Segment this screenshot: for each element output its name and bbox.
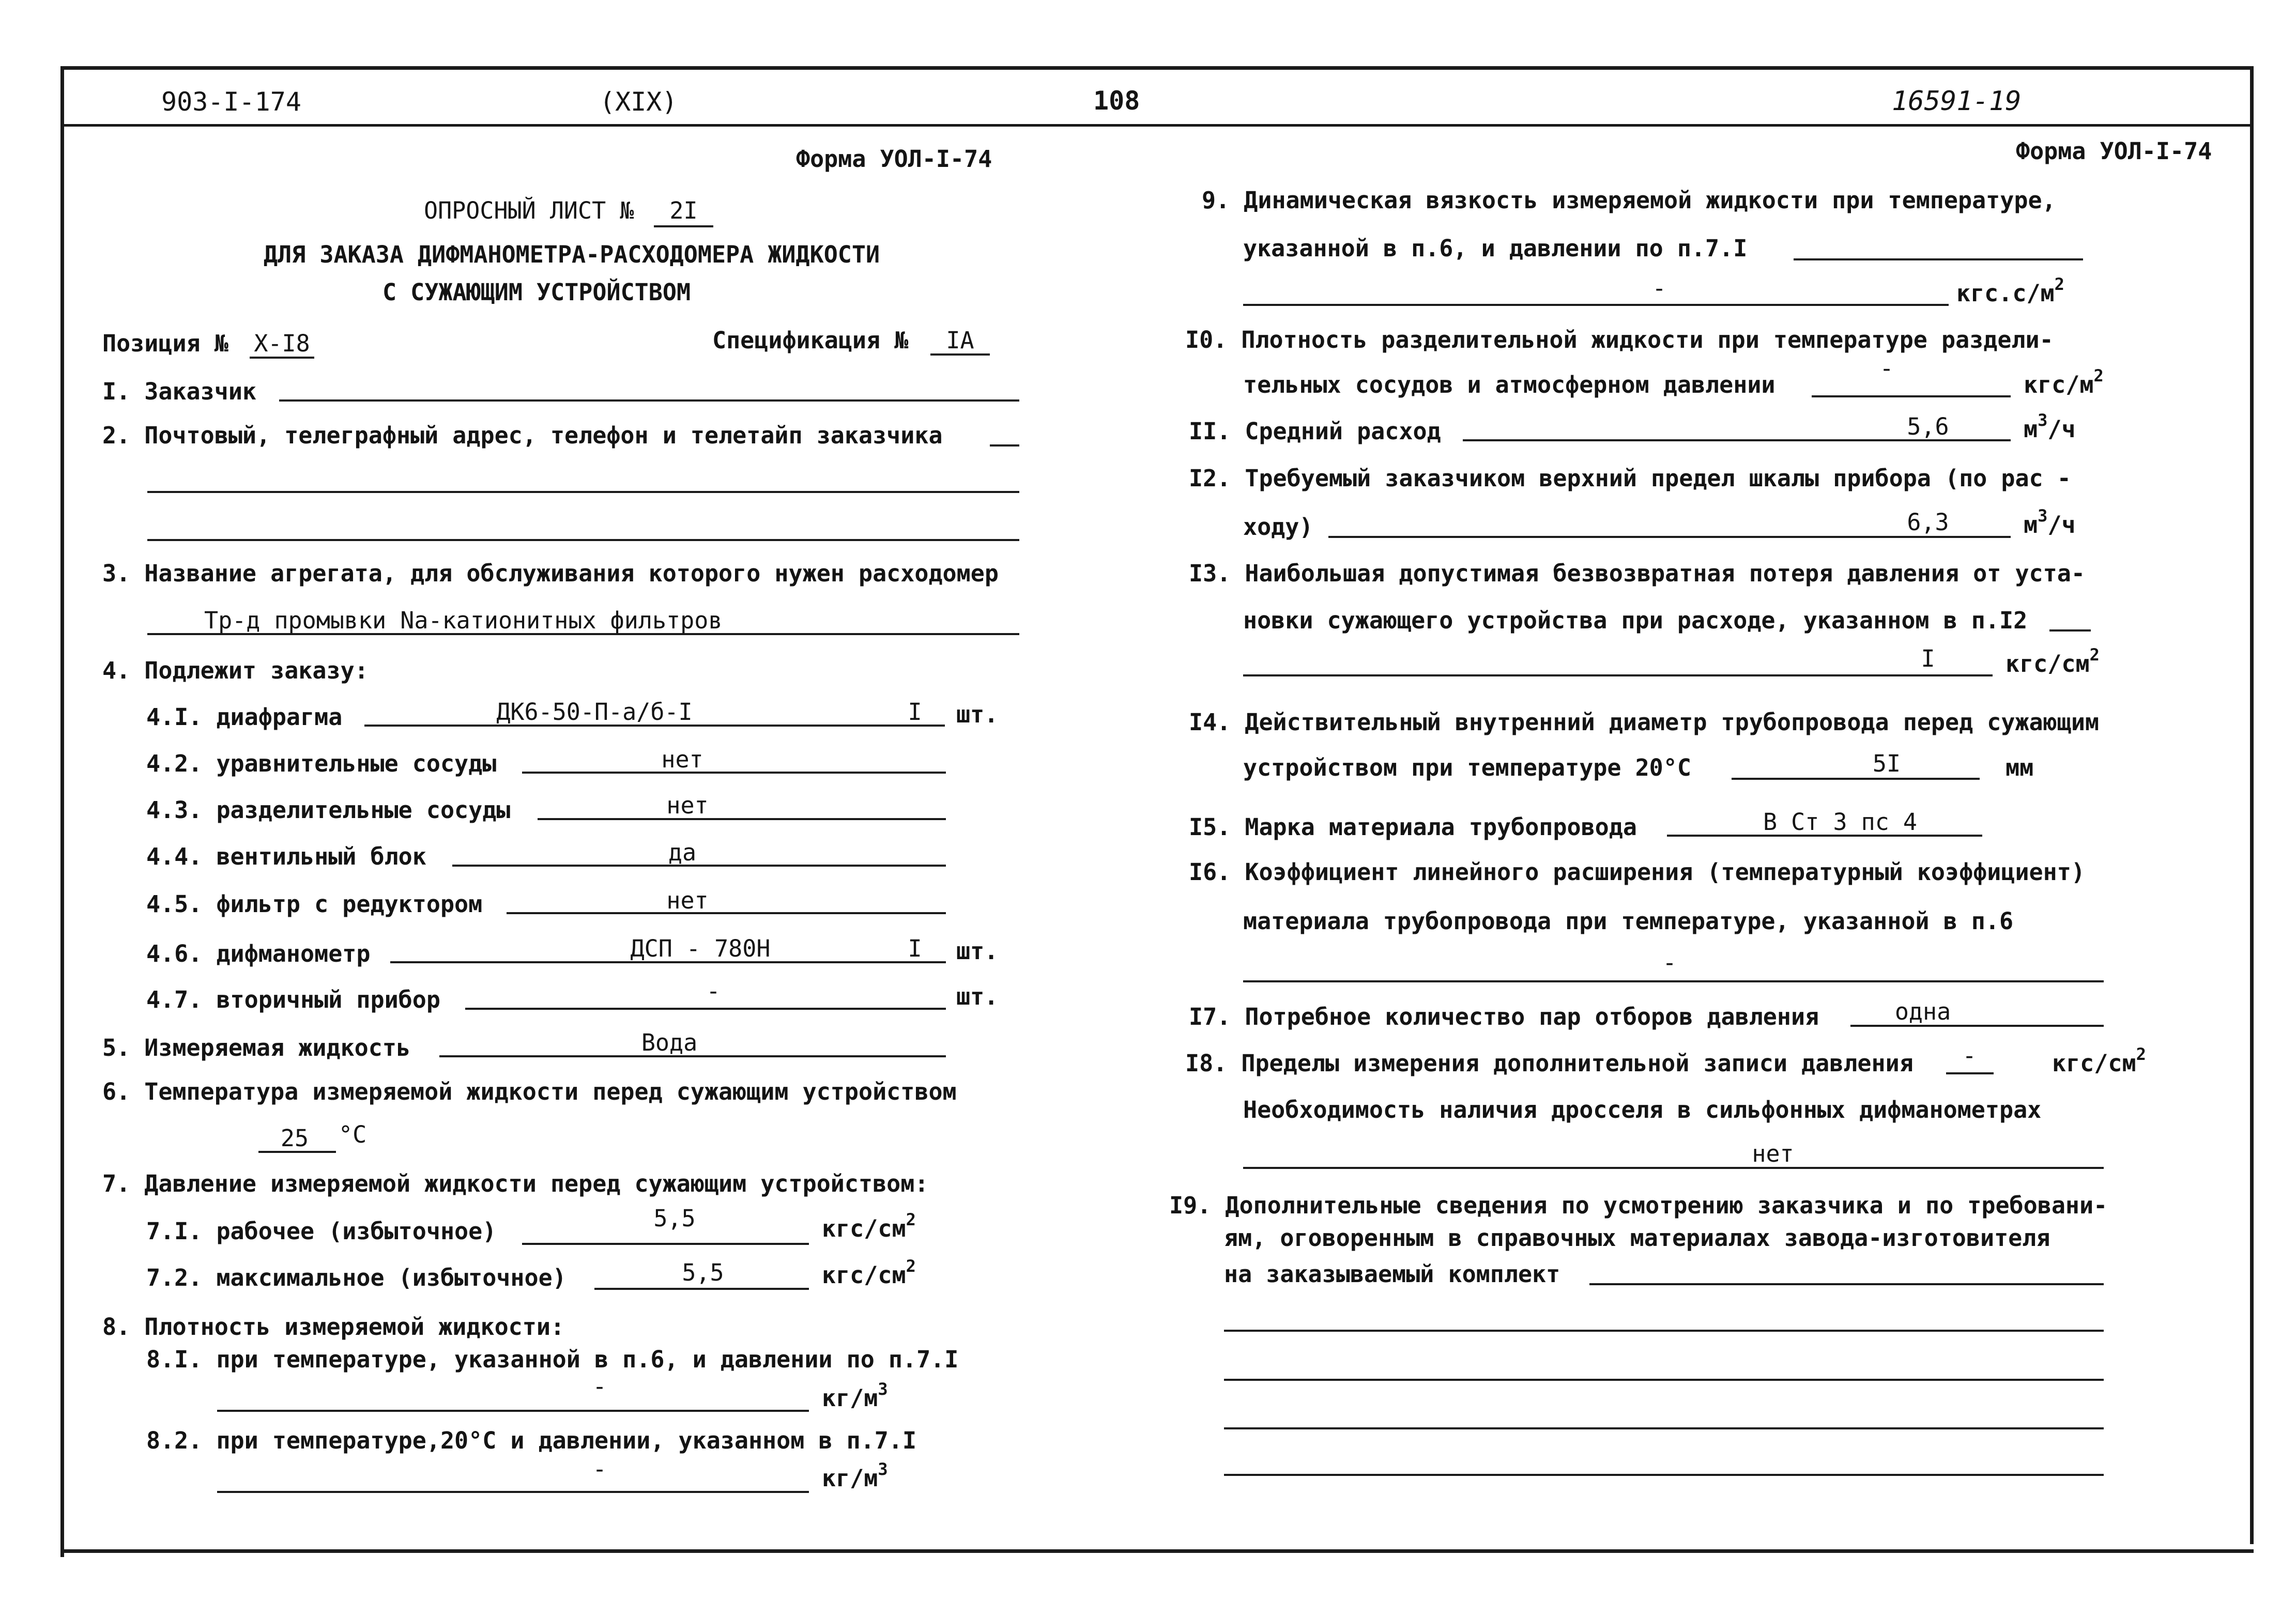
item-17-field: [1850, 1025, 2104, 1027]
item-12-unit-m: м: [2024, 511, 2038, 538]
item-19-field-4: [1224, 1427, 2104, 1429]
item-9-field-a: [1794, 258, 2083, 260]
item-5-value: Вода: [641, 1029, 698, 1056]
item-19-line-2: ям, оговоренным в справочных материалах завода-изготовителя: [1224, 1224, 2050, 1252]
item-8-2-unit-text: кг/м: [822, 1465, 878, 1492]
item-8-2-label: 8.2. при температуре,20°С и давлении, указанном в п.7.I: [146, 1427, 917, 1454]
item-4-3-label: 4.3. разделительные сосуды: [146, 796, 511, 824]
item-13-field-b: [1243, 674, 1993, 676]
item-11-unit-h: /ч: [2047, 415, 2076, 443]
item-4-3-value: нет: [666, 792, 709, 819]
item-4-6-field: [390, 961, 946, 963]
spec-value: IA: [946, 327, 974, 354]
item-11-unit-m: м: [2024, 415, 2038, 443]
item-18-value: -: [1962, 1042, 1977, 1069]
item-4-4-label: 4.4. вентильный блок: [146, 843, 426, 870]
item-4-7-value: -: [706, 977, 721, 1005]
item-18-unit-text: кгс/см: [2052, 1050, 2136, 1077]
item-3-field: [147, 633, 1019, 635]
item-10-field: [1812, 395, 2011, 397]
spec-label: Спецификация №: [712, 327, 909, 354]
item-4-label: 4. Подлежит заказу:: [102, 657, 369, 684]
item-4-7-label: 4.7. вторичный прибор: [146, 986, 440, 1013]
item-7-2-field: [594, 1288, 809, 1290]
item-12-unit: [2024, 506, 2076, 538]
item-1-label: I. Заказчик: [102, 378, 257, 405]
form-number-underline: [654, 225, 713, 227]
item-14-line-2: устройством при температуре 20°С: [1243, 754, 1691, 781]
item-13-unit-text: кгс/см: [2006, 650, 2090, 677]
item-13-line-2: новки сужающего устройства при расходе, указанном в п.I2: [1243, 607, 2028, 634]
item-4-7-field: [465, 1008, 946, 1010]
item-9-line-1: 9. Динамическая вязкость измеряемой жидкости при температуре,: [1202, 187, 2056, 214]
item-4-5-field: [507, 912, 946, 914]
frame-top-border: [60, 66, 2254, 70]
right-form-label: Форма УОЛ-I-74: [2016, 137, 2212, 165]
item-11-field: [1463, 439, 2011, 441]
item-8-1-value: -: [592, 1373, 607, 1400]
item-18-line-2: Необходимость наличия дросселя в сильфонных дифманометрах: [1243, 1096, 2042, 1123]
item-9-unit-exp: 2: [2054, 274, 2064, 294]
item-4-6-qty: I: [908, 935, 922, 962]
item-6-label: 6. Температура измеряемой жидкости перед сужающим устройством: [102, 1078, 957, 1105]
item-10-line-1: I0. Плотность разделительной жидкости при температуре раздели-: [1185, 326, 2054, 353]
item-18-unit: [2052, 1044, 2146, 1077]
item-7-2-unit-text: кгс/см: [822, 1261, 906, 1289]
position-label: Позиция №: [102, 330, 228, 357]
item-13-value: I: [1921, 645, 1935, 672]
item-4-1-label: 4.I. диафрагма: [146, 703, 343, 731]
item-8-2-unit: [822, 1459, 888, 1492]
item-10-value: -: [1879, 355, 1894, 382]
item-18-line-1: I8. Пределы измерения дополнительной записи давления: [1185, 1050, 1914, 1077]
item-4-2-field: [522, 772, 946, 774]
item-4-2-label: 4.2. уравнительные сосуды: [146, 750, 497, 777]
item-8-2-unit-exp: 3: [878, 1459, 888, 1479]
item-3-label: 3. Название агрегата, для обслуживания которого нужен расходомер: [102, 560, 999, 587]
item-4-1-field: [364, 725, 945, 727]
left-form-label: Форма УОЛ-I-74: [796, 145, 992, 173]
item-6-unit: °C: [339, 1121, 367, 1148]
item-9-unit: [1956, 274, 2064, 307]
item-11-unit-exp: 3: [2038, 410, 2048, 430]
project-code: 903-I-174: [161, 87, 301, 117]
item-17-label: I7. Потребное количество пар отборов давления: [1189, 1003, 1819, 1030]
item-4-4-value: да: [668, 839, 697, 866]
item-7-1-unit-text: кгс/см: [822, 1215, 906, 1242]
item-19-line-3: на заказываемый комплект: [1224, 1260, 1560, 1288]
item-8-1-field: [217, 1410, 809, 1412]
item-7-2-value: 5,5: [682, 1259, 724, 1286]
item-18-unit-exp: 2: [2136, 1044, 2146, 1064]
form-title: ОПРОСНЫЙ ЛИСТ №: [424, 197, 634, 224]
item-4-1-qty: I: [908, 698, 922, 726]
item-19-field-3: [1224, 1379, 2104, 1381]
item-16-value: -: [1662, 949, 1677, 976]
item-11-unit: [2024, 410, 2076, 443]
item-2-label: 2. Почтовый, телеграфный адрес, телефон и телетайп заказчика: [102, 422, 943, 449]
item-4-6-value: ДСП - 780Н: [630, 935, 771, 962]
item-5-label: 5. Измеряемая жидкость: [102, 1034, 411, 1061]
item-13-line-1: I3. Наибольшая допустимая безвозвратная потеря давления от уста-: [1189, 560, 2085, 587]
form-title-line-2: ДЛЯ ЗАКАЗА ДИФМАНОМЕТРА-РАСХОДОМЕРА ЖИДКОСТИ: [264, 241, 880, 268]
spec-underline: [930, 353, 990, 356]
item-10-line-2: тельных сосудов и атмосферном давлении: [1243, 371, 1775, 398]
item-12-line-2: ходу): [1243, 513, 1313, 541]
item-3-value: Тр-д промывки Na-катионитных фильтров: [204, 607, 723, 634]
item-2-line-3: [147, 539, 1019, 541]
item-16-field: [1243, 980, 2104, 982]
item-8-1-unit-text: кг/м: [822, 1384, 878, 1412]
item-17-value: одна: [1894, 998, 1951, 1025]
header-divider: [60, 124, 2254, 127]
item-12-line-1: I2. Требуемый заказчиком верхний предел шкалы прибора (по рас -: [1189, 465, 2071, 492]
item-4-2-value: нет: [661, 746, 703, 773]
item-4-6-unit: шт.: [956, 937, 999, 965]
item-6-field: [258, 1151, 336, 1153]
position-value: Х-I8: [254, 330, 310, 357]
item-19-field-1: [1589, 1283, 2104, 1285]
item-9-value: -: [1652, 274, 1666, 302]
item-12-value: 6,3: [1907, 509, 1949, 536]
item-10-unit-text: кгс/м: [2024, 371, 2094, 398]
item-11-value: 5,6: [1907, 413, 1949, 440]
item-4-5-label: 4.5. фильтр с редуктором: [146, 890, 483, 918]
item-5-field: [439, 1055, 946, 1057]
item-4-1-unit: шт.: [956, 701, 999, 728]
item-4-6-label: 4.6. дифманометр: [146, 940, 371, 967]
item-4-7-unit: шт.: [956, 983, 999, 1010]
item-4-1-value: ДК6-50-П-а/б-I: [496, 698, 693, 726]
position-underline: [250, 357, 314, 359]
item-14-line-1: I4. Действительный внутренний диаметр трубопровода перед сужающим: [1189, 709, 2099, 736]
item-13-unit: [2006, 645, 2100, 677]
item-7-1-label: 7.I. рабочее (избыточное): [146, 1218, 497, 1245]
item-2-line-2: [147, 491, 1019, 493]
item-7-1-unit-exp: 2: [906, 1210, 916, 1229]
item-7-label: 7. Давление измеряемой жидкости перед сужающим устройством:: [102, 1170, 929, 1197]
item-7-1-value: 5,5: [653, 1205, 696, 1232]
item-10-unit: [2024, 366, 2104, 398]
item-7-2-unit: [822, 1256, 916, 1289]
frame-right-border: [2250, 66, 2254, 1544]
item-8-label: 8. Плотность измеряемой жидкости:: [102, 1313, 565, 1341]
item-14-value: 5I: [1872, 750, 1901, 777]
item-7-2-unit-exp: 2: [906, 1256, 916, 1276]
item-16-line-2: материала трубопровода при температуре, указанной в п.6: [1243, 907, 2014, 935]
item-7-1-field: [522, 1243, 809, 1245]
item-8-1-unit: [822, 1379, 888, 1412]
item-15-field: [1667, 835, 1982, 837]
item-8-2-field: [217, 1491, 809, 1493]
item-14-field: [1732, 778, 1980, 780]
item-16-line-1: I6. Коэффициент линейного расширения (температурный коэффициент): [1189, 858, 2085, 886]
item-12-unit-h: /ч: [2047, 511, 2076, 538]
item-13-field-a: [2049, 629, 2091, 632]
item-4-4-field: [452, 865, 946, 867]
inventory-number: 16591-19: [1892, 86, 2022, 117]
form-number: 2I: [669, 197, 698, 224]
item-7-1-unit: [822, 1210, 916, 1242]
page-number: 108: [1093, 86, 1140, 116]
item-4-5-value: нет: [666, 887, 709, 914]
item-19-field-5: [1224, 1474, 2104, 1476]
item-2-field: [990, 444, 1019, 446]
item-13-unit-exp: 2: [2089, 645, 2100, 665]
item-19-line-1: I9. Дополнительные сведения по усмотрению заказчика и по требовани-: [1169, 1192, 2108, 1219]
frame-bottom-border: [60, 1549, 2254, 1553]
form-title-line-3: С СУЖАЮЩИМ УСТРОЙСТВОМ: [382, 279, 691, 306]
item-1-field: [279, 399, 1019, 402]
item-10-unit-exp: 2: [2093, 366, 2104, 386]
item-9-unit-text: кгс.с/м: [1956, 280, 2055, 307]
item-9-line-2: указанной в п.6, и давлении по п.7.I: [1243, 235, 1748, 262]
item-12-field: [1328, 536, 2011, 538]
item-14-unit: мм: [2006, 754, 2034, 781]
item-18-field-2: [1243, 1167, 2104, 1169]
item-18-value-2: нет: [1752, 1140, 1794, 1167]
frame-left-border: [60, 66, 64, 1557]
album-number: (XIX): [600, 87, 678, 117]
item-8-2-value: -: [592, 1455, 607, 1483]
item-6-value: 25: [280, 1125, 309, 1152]
item-12-unit-exp: 3: [2038, 506, 2048, 526]
item-15-value: В Ст 3 пс 4: [1763, 808, 1917, 836]
item-8-1-label: 8.I. при температуре, указанной в п.6, и давлении по п.7.I: [146, 1346, 959, 1373]
item-18-field: [1946, 1072, 1994, 1074]
item-7-2-label: 7.2. максимальное (избыточное): [146, 1264, 567, 1291]
item-11-label: II. Средний расход: [1189, 418, 1441, 445]
item-19-field-2: [1224, 1330, 2104, 1332]
item-4-3-field: [538, 818, 946, 820]
item-9-field-b: [1243, 304, 1949, 306]
item-8-1-unit-exp: 3: [878, 1379, 888, 1399]
item-15-label: I5. Марка материала трубопровода: [1189, 813, 1637, 841]
